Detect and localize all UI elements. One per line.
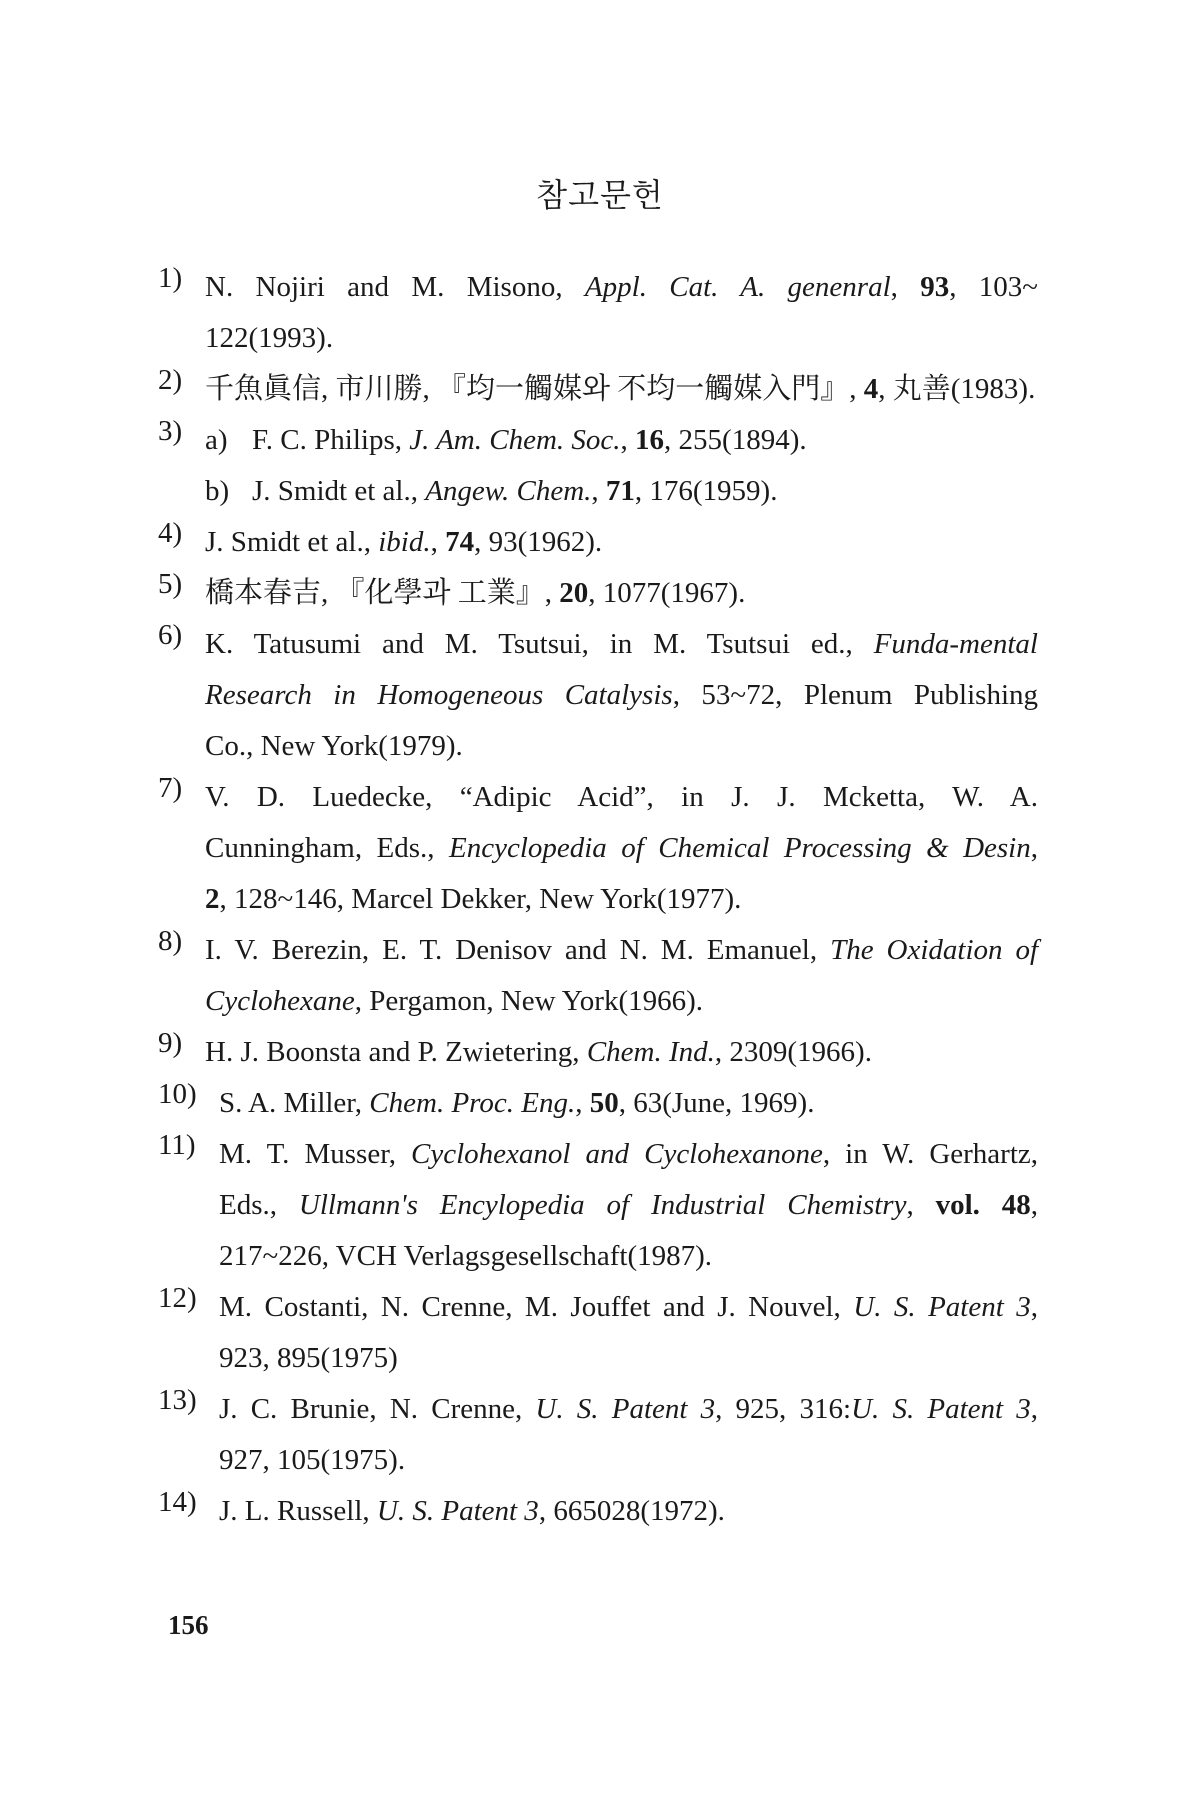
reference-text: J. Smidt et al., ibid., 74, 93(1962). <box>205 526 603 558</box>
reference-text: M. Costanti, N. Crenne, M. Jouffet and J. Nouvel, U. S. Patent 3, <box>219 1291 1038 1323</box>
reference-number: 8) <box>158 925 183 957</box>
reference-item-14 <box>158 1486 1038 1537</box>
reference-subitem-b: b) J. Smidt et al., Angew. Chem., 71, 176(1959). <box>205 475 778 507</box>
reference-text: 217~226, VCH Verlagsgesellschaft(1987). <box>219 1240 713 1272</box>
reference-number: 6) <box>158 619 183 651</box>
reference-text: M. T. Musser, Cyclohexanol and Cyclohexanone, in W. Gerhartz, <box>219 1138 1038 1170</box>
reference-text: Cunningham, Eds., Encyclopedia of Chemical Processing & Desin, <box>205 832 1038 864</box>
reference-item-2 <box>158 364 1038 415</box>
reference-item-5 <box>158 568 1038 619</box>
reference-number: 12) <box>158 1282 197 1314</box>
reference-number: 13) <box>158 1384 197 1416</box>
reference-text: J. L. Russell, U. S. Patent 3, 665028(1972). <box>219 1495 725 1527</box>
reference-item-9 <box>158 1027 1038 1078</box>
reference-subitem-a: a) F. C. Philips, J. Am. Chem. Soc., 16, 255(1894). <box>205 424 807 456</box>
reference-item-12 <box>158 1282 1038 1384</box>
reference-number: 3) <box>158 415 183 447</box>
reference-item-7 <box>158 772 1038 925</box>
reference-text: H. J. Boonsta and P. Zwietering, Chem. Ind., 2309(1966). <box>205 1036 872 1068</box>
reference-text: K. Tatusumi and M. Tsutsui, in M. Tsutsui ed., Funda-mental <box>205 628 1038 660</box>
reference-text: I. V. Berezin, E. T. Denisov and N. M. Emanuel, The Oxidation of <box>205 934 1038 966</box>
reference-number: 5) <box>158 568 183 600</box>
page-number: 156 <box>168 1610 209 1640</box>
reference-text: V. D. Luedecke, “Adipic Acid”, in J. J. Mcketta, W. A. <box>205 781 1038 813</box>
reference-item-11 <box>158 1129 1038 1282</box>
reference-item-8 <box>158 925 1038 1027</box>
reference-number: 4) <box>158 517 183 549</box>
reference-item-3 <box>158 415 1038 517</box>
reference-item-1 <box>158 262 1038 364</box>
page-title: 참고문헌 <box>536 176 664 214</box>
reference-text: N. Nojiri and M. Misono, Appl. Cat. A. genenral, 93, 103~ <box>205 271 1038 303</box>
reference-number: 7) <box>158 772 183 804</box>
reference-text: S. A. Miller, Chem. Proc. Eng., 50, 63(June, 1969). <box>219 1087 815 1119</box>
reference-text: 2, 128~146, Marcel Dekker, New York(1977). <box>205 883 742 915</box>
reference-item-4 <box>158 517 1038 568</box>
reference-text: J. C. Brunie, N. Crenne, U. S. Patent 3, 925, 316:U. S. Patent 3, <box>219 1393 1039 1425</box>
reference-text: Co., New York(1979). <box>205 730 463 762</box>
reference-number: 11) <box>158 1129 196 1161</box>
reference-number: 9) <box>158 1027 183 1059</box>
reference-text: 千魚眞信, 市川勝, 『均一觸媒와 不均一觸媒入門』, 4, 丸善(1983). <box>205 373 1036 405</box>
reference-item-13 <box>158 1384 1038 1486</box>
reference-item-6 <box>158 619 1038 772</box>
reference-number: 1) <box>158 262 183 294</box>
reference-number: 10) <box>158 1078 197 1110</box>
reference-text: Eds., Ullmann's Encylopedia of Industrial Chemistry, vol. 48, <box>219 1189 1039 1221</box>
reference-text: Cyclohexane, Pergamon, New York(1966). <box>205 985 704 1017</box>
reference-text: 橋本春吉, 『化學과 工業』, 20, 1077(1967). <box>205 577 746 609</box>
reference-text: Research in Homogeneous Catalysis, 53~72, Plenum Publishing <box>205 679 1038 711</box>
reference-number: 14) <box>158 1486 197 1518</box>
reference-text: 122(1993). <box>205 322 334 354</box>
reference-text: 927, 105(1975). <box>219 1444 406 1476</box>
reference-text: 923, 895(1975) <box>219 1342 398 1374</box>
reference-list <box>158 262 1038 1537</box>
reference-item-10 <box>158 1078 1038 1129</box>
reference-number: 2) <box>158 364 183 396</box>
